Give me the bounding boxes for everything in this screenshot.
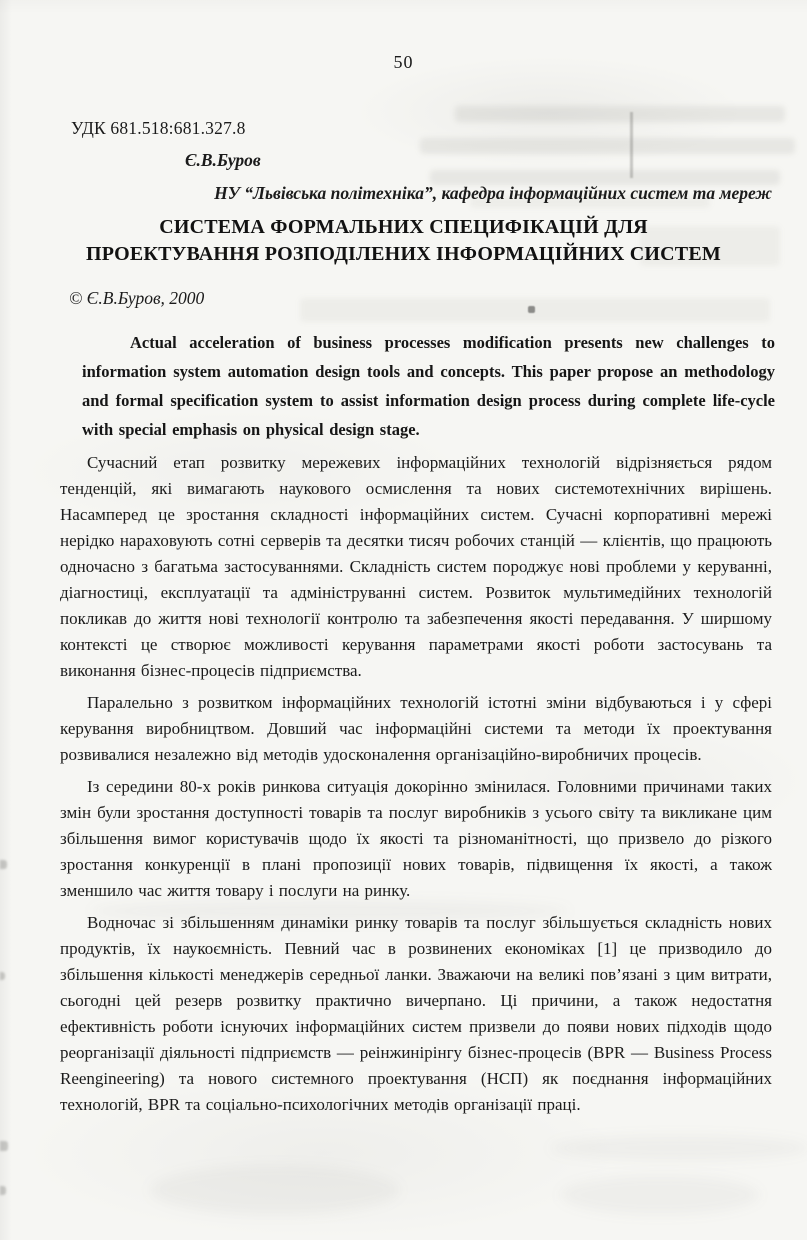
scan-smudge-artifact [560, 1175, 760, 1215]
scan-smudge-artifact [550, 1135, 807, 1161]
ink-speck-artifact [528, 306, 535, 313]
bleed-through-artifact [300, 298, 770, 322]
article-title-line1: СИСТЕМА ФОРМАЛЬНИХ СПЕЦИФІКАЦІЙ ДЛЯ [159, 216, 648, 238]
udc-code: УДК 681.518:681.327.8 [71, 118, 246, 138]
abstract-english: Actual acceleration of business processes modification presents new challenges to information system automation design tools and concepts. This paper propose an methodology and formal specification system to assist information design process during complete life-cycle with special emphasis on physical design stage. [82, 333, 775, 439]
page-edge-artifact [0, 972, 5, 980]
body-paragraph-4: Водночас зі збільшенням динаміки ринку товарів та послуг збільшується складність нових продуктів, їх наукоємність. Певний час в розвинених економіках [1] це призводило до збільшення кількості менеджерів середньої ланки. Зважаючи на великі пов’язані з цим витрати, сьогодні цей резерв розвитку практично вичерпано. Ці причини, а також недостатня ефективність роботи існуючих інформаційних систем призвели до появи нових підходів щодо реорганізації діяльності підприємств — реінжинірінгу бізнес-процесів (BPR — Business Process Reengineering) та нового системного проектування (НСП) як поєднання інформаційних технологій, BPR та соціально-психологічних методів організації праці. [60, 913, 772, 1114]
copyright-line: © Є.В.Буров, 2000 [69, 288, 205, 308]
body-paragraph-2: Паралельно з розвитком інформаційних технологій істотні зміни відбуваються і у сфері керування виробництвом. Довший час інформаційні системи та методи їх проектування розвивалися незалежно від методів удосконалення організаційно-виробничих процесів. [60, 693, 772, 764]
article-title-line2: ПРОЕКТУВАННЯ РОЗПОДІЛЕНИХ ІНФОРМАЦІЙНИХ СИСТЕМ [86, 243, 721, 265]
bleed-through-artifact [630, 112, 633, 178]
page-number: 50 [393, 52, 414, 72]
author-name: Є.В.Буров [185, 150, 261, 170]
page-edge-artifact [0, 1141, 8, 1151]
body-paragraph-3: Із середини 80-х років ринкова ситуація докорінно змінилася. Головними причинами таких змін були зростання доступності товарів та послуг виробників з усього світу та викликане цим збільшення вимог користувачів щодо їх якості та різноманітності, що призвело до різкого зростання конкуренції в плані пропозиції нових товарів, підвищення їх якості, а також зменшило час життя товару і послуги на ринку. [60, 777, 772, 900]
scan-smudge-artifact [150, 1165, 400, 1215]
bleed-through-artifact [420, 138, 795, 154]
page-edge-artifact [0, 860, 7, 869]
article-body [60, 450, 772, 1124]
bleed-through-artifact [455, 106, 785, 122]
author-affiliation: НУ “Львівська політехніка”, кафедра інформаційних систем та мереж [214, 183, 772, 203]
body-paragraph-1: Сучасний етап розвитку мережевих інформаційних технологій відрізняється рядом тенденцій, які вимагають наукового осмислення та нових системотехнічних вирішень. Насамперед це зростання складності інформаційних систем. Сучасні корпоративні мережі нерідко нараховують сотні серверів та десятки тисяч робочих станцій — клієнтів, що працюють одночасно з багатьма застосуваннями. Складність систем породжує нові проблеми у керуванні, діагностиці, експлуатації та адмініструванні систем. Розвиток мультимедійних технологій покликав до життя нові технології контролю та забезпечення якості передавання. У ширшому контексті це створює можливості керування параметрами якості роботи застосувань та виконання бізнес-процесів підприємства. [60, 453, 772, 680]
article-title [40, 214, 767, 268]
page-edge-artifact [0, 1186, 6, 1195]
